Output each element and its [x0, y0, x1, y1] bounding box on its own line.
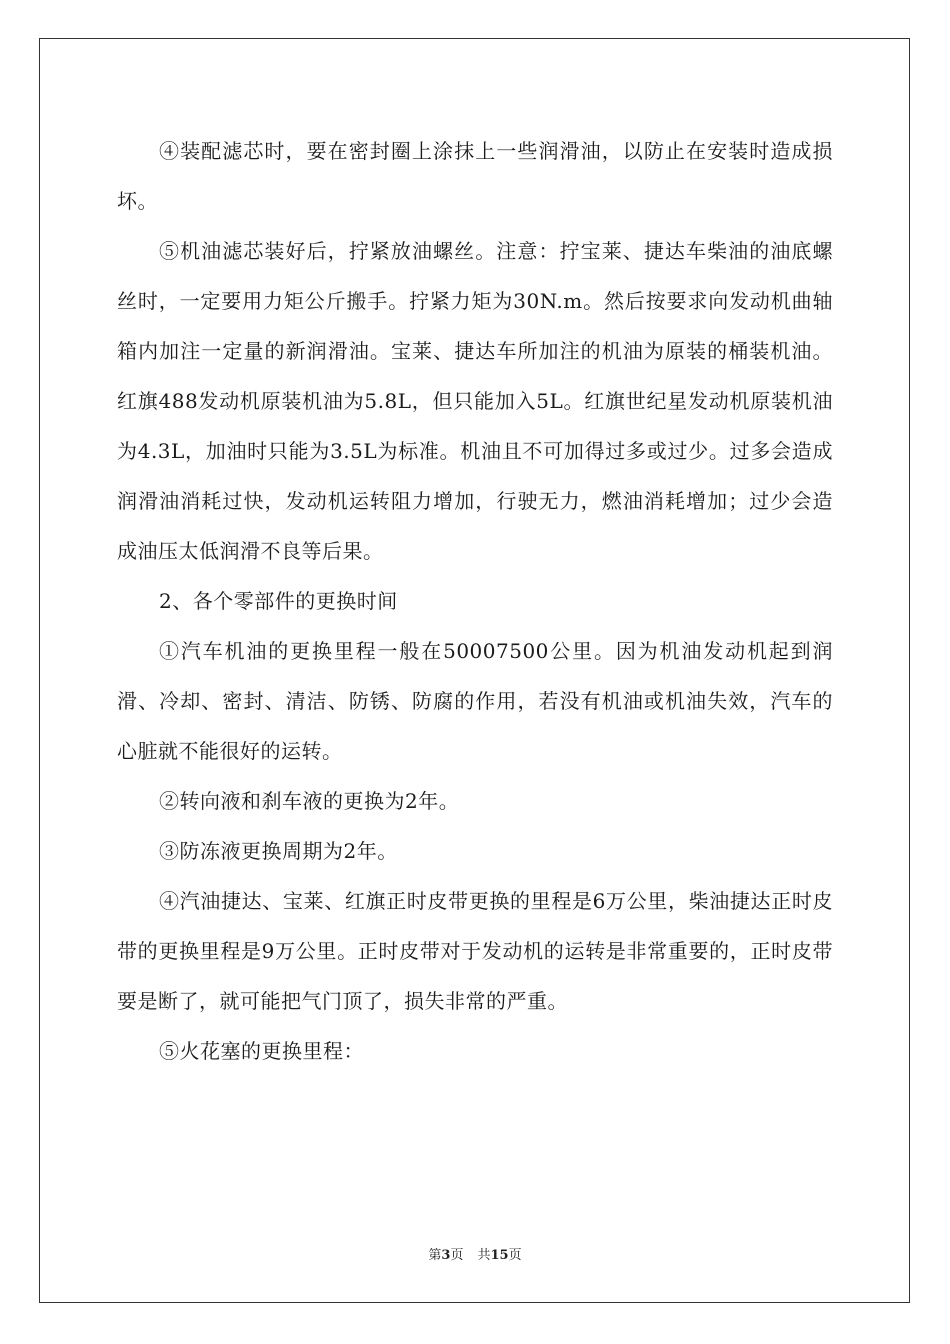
paragraph-filter-tighten: ⑤机油滤芯装好后，拧紧放油螺丝。注意：拧宝莱、捷达车柴油的油底螺丝时，一定要用力矩公斤搬手。拧紧力矩为30N.m。然后按要求向发动机曲轴箱内加注一定量的新润滑油。宝莱、捷达车所加注的机油为原装的桶装机油。红旗488发动机原装机油为5.8L，但只能加入5L。红旗世纪星发动机原装机油为4.3L，加油时只能为3.5L为标准。机油且不可加得过多或过少。过多会造成润滑油消耗过快，发动机运转阻力增加，行驶无力，燃油消耗增加；过少会造成油压太低润滑不良等后果。 — [117, 239, 833, 563]
paragraph-timing-belt: ④汽油捷达、宝莱、红旗正时皮带更换的里程是6万公里，柴油捷达正时皮带的更换里程是9万公里。正时皮带对于发动机的运转是非常重要的，正时皮带要是断了，就可能把气门顶了，损失非常的严重。 — [117, 889, 833, 1013]
paragraph-steering-brake-fluid: ②转向液和刹车液的更换为2年。 — [159, 789, 460, 813]
footer-total-unit: 页 — [508, 1248, 522, 1263]
paragraph-engine-oil: ①汽车机油的更换里程一般在50007500公里。因为机油发动机起到润滑、冷却、密封、清洁、防锈、防腐的作用，若没有机油或机油失效，汽车的心脏就不能很好的运转。 — [117, 639, 833, 763]
footer-page-prefix: 第 — [428, 1248, 442, 1263]
document-body — [117, 126, 833, 1076]
paragraph-antifreeze: ③防冻液更换周期为2年。 — [159, 839, 398, 863]
page-footer — [0, 1247, 950, 1265]
paragraph-spark-plug: ⑤火花塞的更换里程： — [159, 1039, 364, 1063]
footer-page-unit: 页 — [450, 1248, 464, 1263]
footer-total-prefix: 共 — [477, 1248, 491, 1263]
section-heading-replacement-intervals: 2、各个零部件的更换时间 — [159, 589, 398, 613]
paragraph-filter-install: ④装配滤芯时，要在密封圈上涂抹上一些润滑油，以防止在安装时造成损坏。 — [117, 139, 833, 213]
footer-page-total: 15 — [490, 1248, 509, 1263]
footer-page-current: 3 — [441, 1248, 451, 1263]
